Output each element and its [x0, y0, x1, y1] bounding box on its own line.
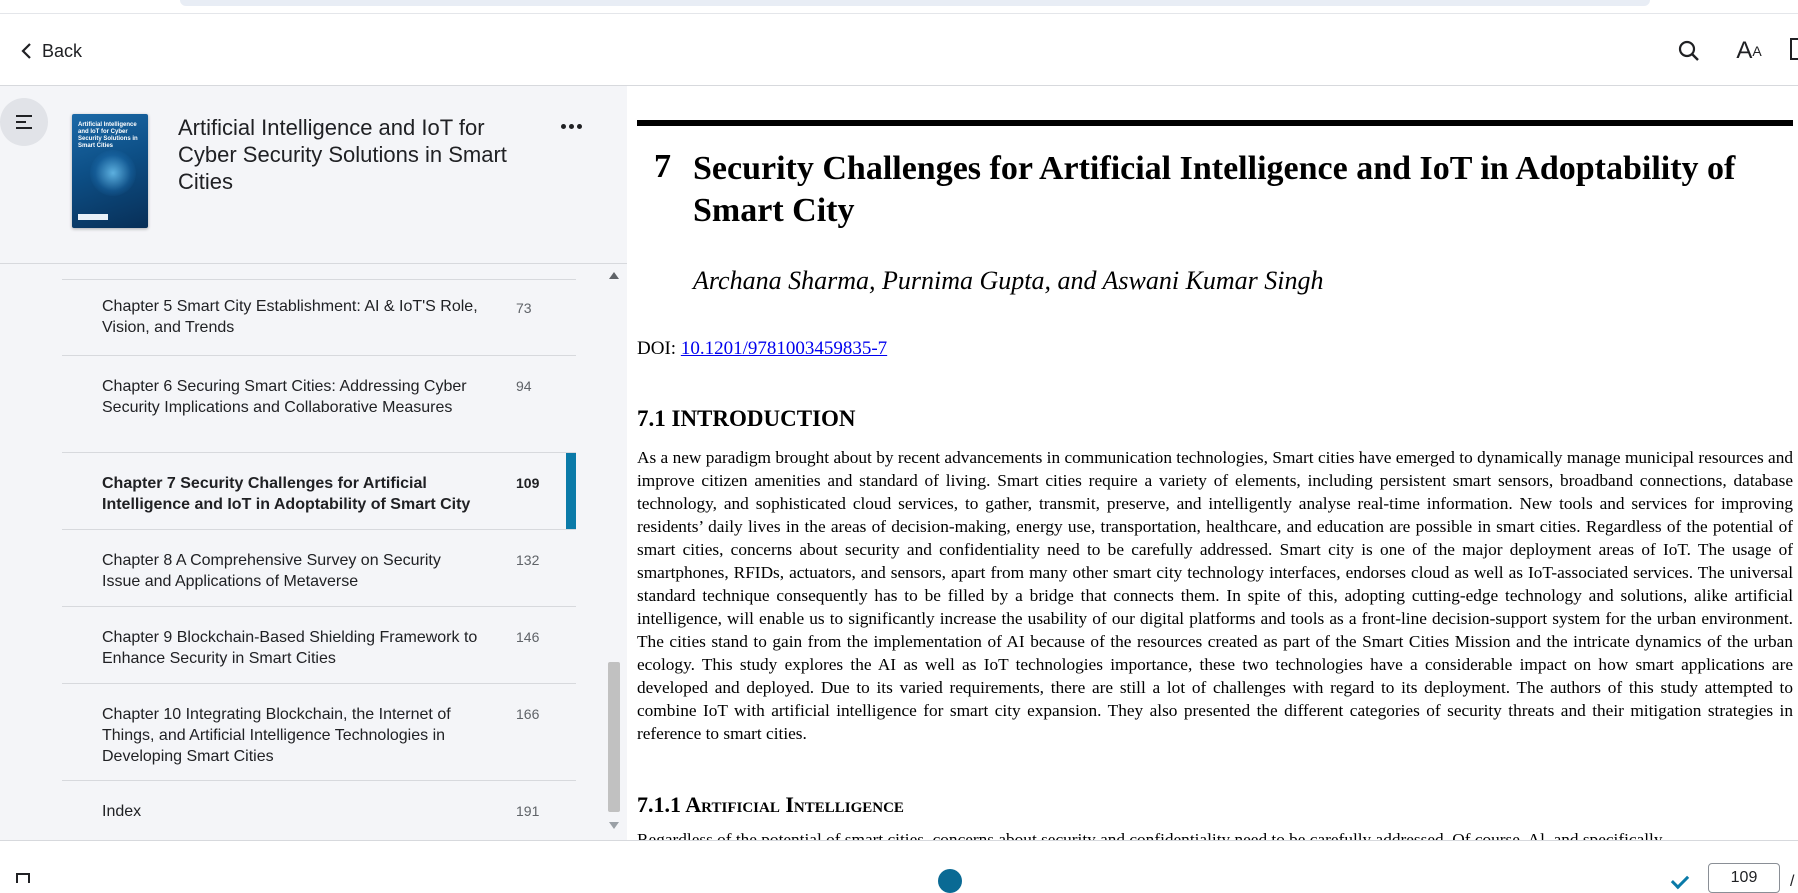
toc-item-chapter-9[interactable]: [62, 607, 576, 684]
toc-list: [62, 279, 576, 840]
toc-item-chapter-6[interactable]: [62, 356, 576, 453]
toc-item-page: 191: [516, 803, 540, 819]
toc-item-label: Chapter 9 Blockchain-Based Shielding Framework to Enhance Security in Smart Cities: [102, 629, 478, 667]
font-size-button[interactable]: [1734, 36, 1764, 66]
toc-sidebar: [0, 86, 627, 840]
font-size-icon: A: [1736, 37, 1753, 64]
reader-footer: [0, 840, 1798, 890]
search-button[interactable]: [1674, 36, 1704, 66]
more-dot-icon: [577, 124, 582, 129]
toc-item-label: Chapter 6 Securing Smart Cities: Addressing Cyber Security Implications and Collaborative Measures: [102, 378, 467, 416]
toc-item-label: Chapter 10 Integrating Blockchain, the Internet of Things, and Artificial Intelligence Technologies in Developing Smart Cities: [102, 706, 451, 765]
toc-item-chapter-8[interactable]: [62, 530, 576, 607]
toc-scrollbar[interactable]: [606, 266, 622, 836]
toc-item-page: 132: [516, 552, 540, 568]
chapter-title: Security Challenges for Artificial Intelligence and IoT in Adoptability of Smart City: [693, 150, 1736, 229]
toc-item-page: 109: [516, 475, 540, 491]
scrollbar-thumb[interactable]: [608, 662, 620, 812]
sidebar-divider: [0, 263, 627, 264]
cover-art: [90, 150, 136, 196]
toc-item-label: Index: [102, 803, 142, 820]
toc-item-chapter-10[interactable]: [62, 684, 576, 781]
scroll-down-icon[interactable]: [609, 822, 619, 829]
toc-item-page: 73: [516, 300, 532, 316]
scroll-up-icon[interactable]: [609, 272, 619, 279]
toc-toggle-button[interactable]: [0, 98, 48, 146]
progress-slider-handle[interactable]: [938, 869, 962, 893]
doi-link[interactable]: 10.1201/9781003459835-7: [680, 338, 888, 359]
toc-item-label: Chapter 8 A Comprehensive Survey on Security Issue and Applications of Metaverse: [102, 552, 441, 590]
chapter-number: 7: [654, 148, 671, 185]
font-size-icon-small: A: [1752, 43, 1762, 59]
cover-publisher-bar: [78, 214, 108, 220]
back-label: Back: [42, 40, 83, 61]
toc-item-page: 146: [516, 629, 540, 645]
active-chapter-marker: [566, 453, 576, 529]
bookmark-icon[interactable]: [16, 873, 30, 883]
toc-item-chapter-7[interactable]: [62, 453, 576, 530]
chapter-rule: [637, 120, 1793, 126]
more-dot-icon: [561, 124, 566, 129]
address-bar[interactable]: [180, 0, 1650, 6]
toc-item-page: 94: [516, 378, 532, 394]
page-number-input[interactable]: [1708, 863, 1780, 893]
reader-header: [0, 14, 1798, 86]
search-icon: [1678, 40, 1700, 62]
more-options-button[interactable]: [556, 116, 586, 136]
book-cover: [72, 114, 148, 228]
cover-title: Artificial Intelligence and IoT for Cyber Security Solutions in Smart Cities: [78, 122, 138, 149]
chevron-left-icon: [20, 42, 32, 60]
bookmark-icon[interactable]: [1790, 38, 1798, 60]
toc-item-page: 166: [516, 706, 540, 722]
reading-pane: [627, 86, 1798, 840]
chapter-authors: Archana Sharma, Purnima Gupta, and Aswani Kumar Singh: [693, 266, 1324, 295]
page-separator: /: [1790, 873, 1795, 890]
toc-item-label: Chapter 5 Smart City Establishment: AI & IoT'S Role, Vision, and Trends: [102, 298, 478, 336]
browser-top-strip: [0, 0, 1798, 14]
checkmark-icon: [1671, 871, 1689, 889]
subsection-heading: 7.1.1 Artificial Intelligence: [637, 792, 904, 817]
toc-item-index[interactable]: [62, 781, 576, 841]
menu-icon: [14, 114, 34, 130]
section-heading: 7.1 INTRODUCTION: [637, 406, 856, 431]
toc-item-label: Chapter 7 Security Challenges for Artificial Intelligence and IoT in Adoptability of Smart City: [102, 475, 471, 513]
introduction-paragraph: As a new paradigm brought about by recent advancements in communication technologies, Smart cities have emerged to dynamically manage municipal resources and improve citizen amenities and standard of living. Smart cities require a variety of elements, including persistent smart sensors, broadband connections, database technology, and sophisticated cloud services, to gather, transmit, preserve, and intelligently analyse real-time information. New tools and services for improving residents’ daily lives in the areas of decision-making, energy use, transportation, healthcare, and education are possible in smart cities. Regardless of the potential of smart cities, concerns about security and confidentiality need to be carefully addressed. Smart city is one of the major deployment areas of IoT. The usage of smartphones, RFIDs, actuators, and sensors, apart from many other smart city technology interfaces, endorses cloud as well as IoT-associated services. The universal standard technique consequently has to be filled by a bridge that connects them. In spite of this, adopting cutting-edge technology and solutions, alike artificial intelligence, will enable us to significantly increase the usability of our digital platforms and tools as a front-line decision-support system for the urban environment. The cities stand to gain from the implementation of AI because of the resources created as part of the Smart Cities Mission and the intricate dynamics of the urban ecology. This study explores the AI as well as IoT technologies importance, these two technologies have a considerable impact on how smart applications are developed and deployed. Due to its varied requirements, there are still a lot of challenges with regard to its deployment. The authors of this study attempted to combine IoT with artificial intelligence for smart city expansion. They also presented the different categories of security threats and their mitigation strategies in reference to smart cities.: [637, 448, 1793, 743]
back-button[interactable]: [20, 38, 82, 64]
toc-item-chapter-5[interactable]: [62, 280, 576, 356]
doi-line: [637, 338, 887, 360]
book-title: Artificial Intelligence and IoT for Cyber Security Solutions in Smart Cities: [178, 115, 507, 194]
doi-label: DOI:: [637, 338, 677, 359]
more-dot-icon: [569, 124, 574, 129]
